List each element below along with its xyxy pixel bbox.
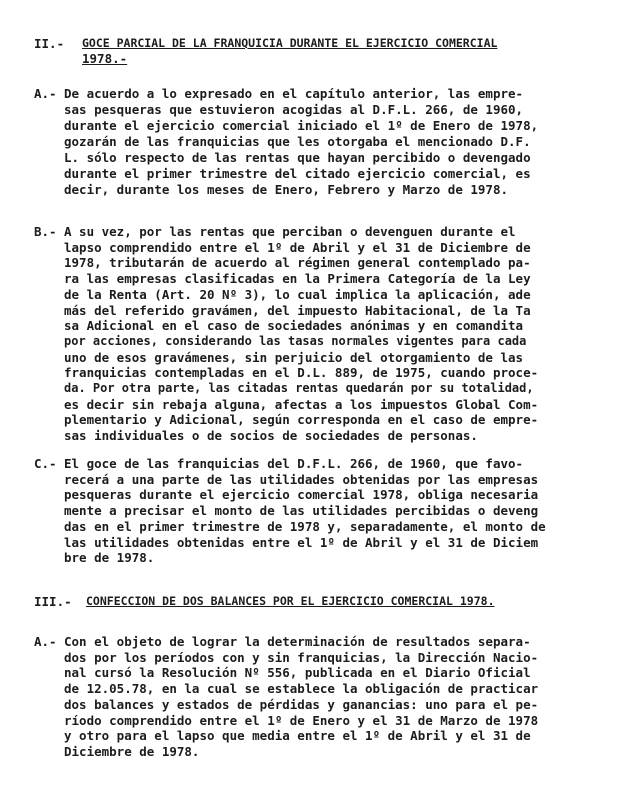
paragraph-line: L. sólo respecto de las rentas que hayan percibido o devengado [64, 150, 531, 165]
paragraph-line: ríodo comprendido entre el 1º de Enero y el 31 de Marzo de 1978 [64, 712, 539, 728]
paragraph-line: De acuerdo a lo expresado en el capítulo anterior, las empre- [64, 86, 524, 101]
section-iii-heading [34, 594, 604, 610]
paragraph-line: más del referido gravámen, del impuesto Habitacional, de la Ta [64, 302, 531, 318]
paragraph-a [34, 86, 604, 198]
paragraph-line: nal cursó la Resolución Nº 556, publicada en el Diario Oficial [64, 665, 531, 681]
paragraph-line: durante el ejercicio comercial iniciado el 1º de Enero de 1978, [64, 118, 539, 133]
paragraph-label: A.- [34, 634, 57, 649]
paragraph-label: B.- [34, 224, 57, 239]
paragraph-line: franquicias contempladas en el D.L. 889, de 1975, cuando proce- [64, 365, 539, 381]
paragraph-line: Diciembre de 1978. [64, 743, 200, 759]
section-title-line: CONFECCION DE DOS BALANCES POR EL EJERCICIO COMERCIAL 1978. [86, 594, 495, 608]
paragraph-body [64, 86, 604, 198]
paragraph-line: Con el objeto de lograr la determinación de resultados separa- [64, 634, 531, 649]
paragraph-line: durante el primer trimestre del citado ejercicio comercial, es [64, 166, 531, 181]
paragraph-line: recerá a una parte de las utilidades obtenidas por las empresas [64, 471, 539, 487]
paragraph-line: ra las empresas clasificadas en la Primera Categoría de la Ley [64, 271, 531, 287]
section-title [82, 36, 604, 66]
paragraph-line: 1978, tributarán de acuerdo al régimen general contemplado pa- [64, 255, 531, 271]
paragraph-line: pesqueras durante el ejercicio comercial 1978, obliga necesaria [64, 487, 539, 503]
paragraph-line: las utilidades obtenidas entre el 1º de Abril y el 31 de Diciem [64, 534, 539, 550]
paragraph-label: C.- [34, 456, 57, 471]
paragraph-line: A su vez, por las rentas que perciban o devenguen durante el [64, 224, 516, 239]
paragraph-body [64, 456, 604, 566]
section-title [86, 594, 604, 609]
paragraph-line: plementario y Adicional, según corresponda en el caso de empre- [64, 412, 539, 428]
paragraph-b [34, 224, 604, 444]
paragraph-line: de 12.05.78, en la cual se establece la obligación de practicar [64, 681, 539, 697]
paragraph-line: gozarán de las franquicias que les otorgaba el mencionado D.F. [64, 134, 531, 149]
paragraph-line: sa Adicional en el caso de sociedades anónimas y en comandita [64, 318, 524, 334]
paragraph-line: bre de 1978. [64, 550, 155, 566]
paragraph-line: dos balances y estados de pérdidas y ganancias: uno para el pe- [64, 696, 539, 712]
paragraph-line: sas individuales o de socios de sociedades de personas. [64, 428, 478, 444]
paragraph-body [64, 224, 604, 444]
paragraph-a-section-iii [34, 634, 604, 760]
paragraph-line: das en el primer trimestre de 1978 y, separadamente, el monto de [64, 518, 546, 534]
paragraph-line: lapso comprendido entre el 1º de Abril y el 31 de Diciembre de [64, 239, 531, 255]
paragraph-line: da. Por otra parte, las citadas rentas quedarán por su totalidad, [64, 381, 534, 396]
paragraph-c [34, 456, 604, 566]
section-number: II.- [34, 36, 65, 51]
paragraph-line: sas pesqueras que estuvieron acogidas al D.F.L. 266, de 1960, [64, 102, 524, 117]
paragraph-line: es decir sin rebaja alguna, afectas a los impuestos Global Com- [64, 396, 539, 412]
section-number: III.- [34, 594, 72, 609]
paragraph-body [64, 634, 604, 760]
paragraph-line: mente a precisar el monto de las utilidades percibidas o deveng [64, 503, 539, 519]
section-title-line: GOCE PARCIAL DE LA FRANQUICIA DURANTE EL EJERCICIO COMERCIAL [82, 36, 498, 50]
paragraph-line: por acciones, considerando las tasas normales vigentes para cada [64, 333, 527, 348]
section-title-line: 1978.- [82, 51, 128, 66]
paragraph-line: de la Renta (Art. 20 Nº 3), lo cual implica la aplicación, ade [64, 286, 531, 302]
paragraph-label: A.- [34, 86, 57, 101]
section-ii-heading [34, 36, 604, 68]
paragraph-line: decir, durante los meses de Enero, Febrero y Marzo de 1978. [64, 182, 509, 197]
paragraph-line: El goce de las franquicias del D.F.L. 266, de 1960, que favo- [64, 456, 524, 471]
paragraph-line: dos por los períodos con y sin franquicias, la Dirección Nacio- [64, 649, 539, 665]
paragraph-line: y otro para el lapso que media entre el 1º de Abril y el 31 de [64, 728, 531, 744]
paragraph-line: uno de esos gravámenes, sin perjuicio del otorgamiento de las [64, 349, 524, 365]
